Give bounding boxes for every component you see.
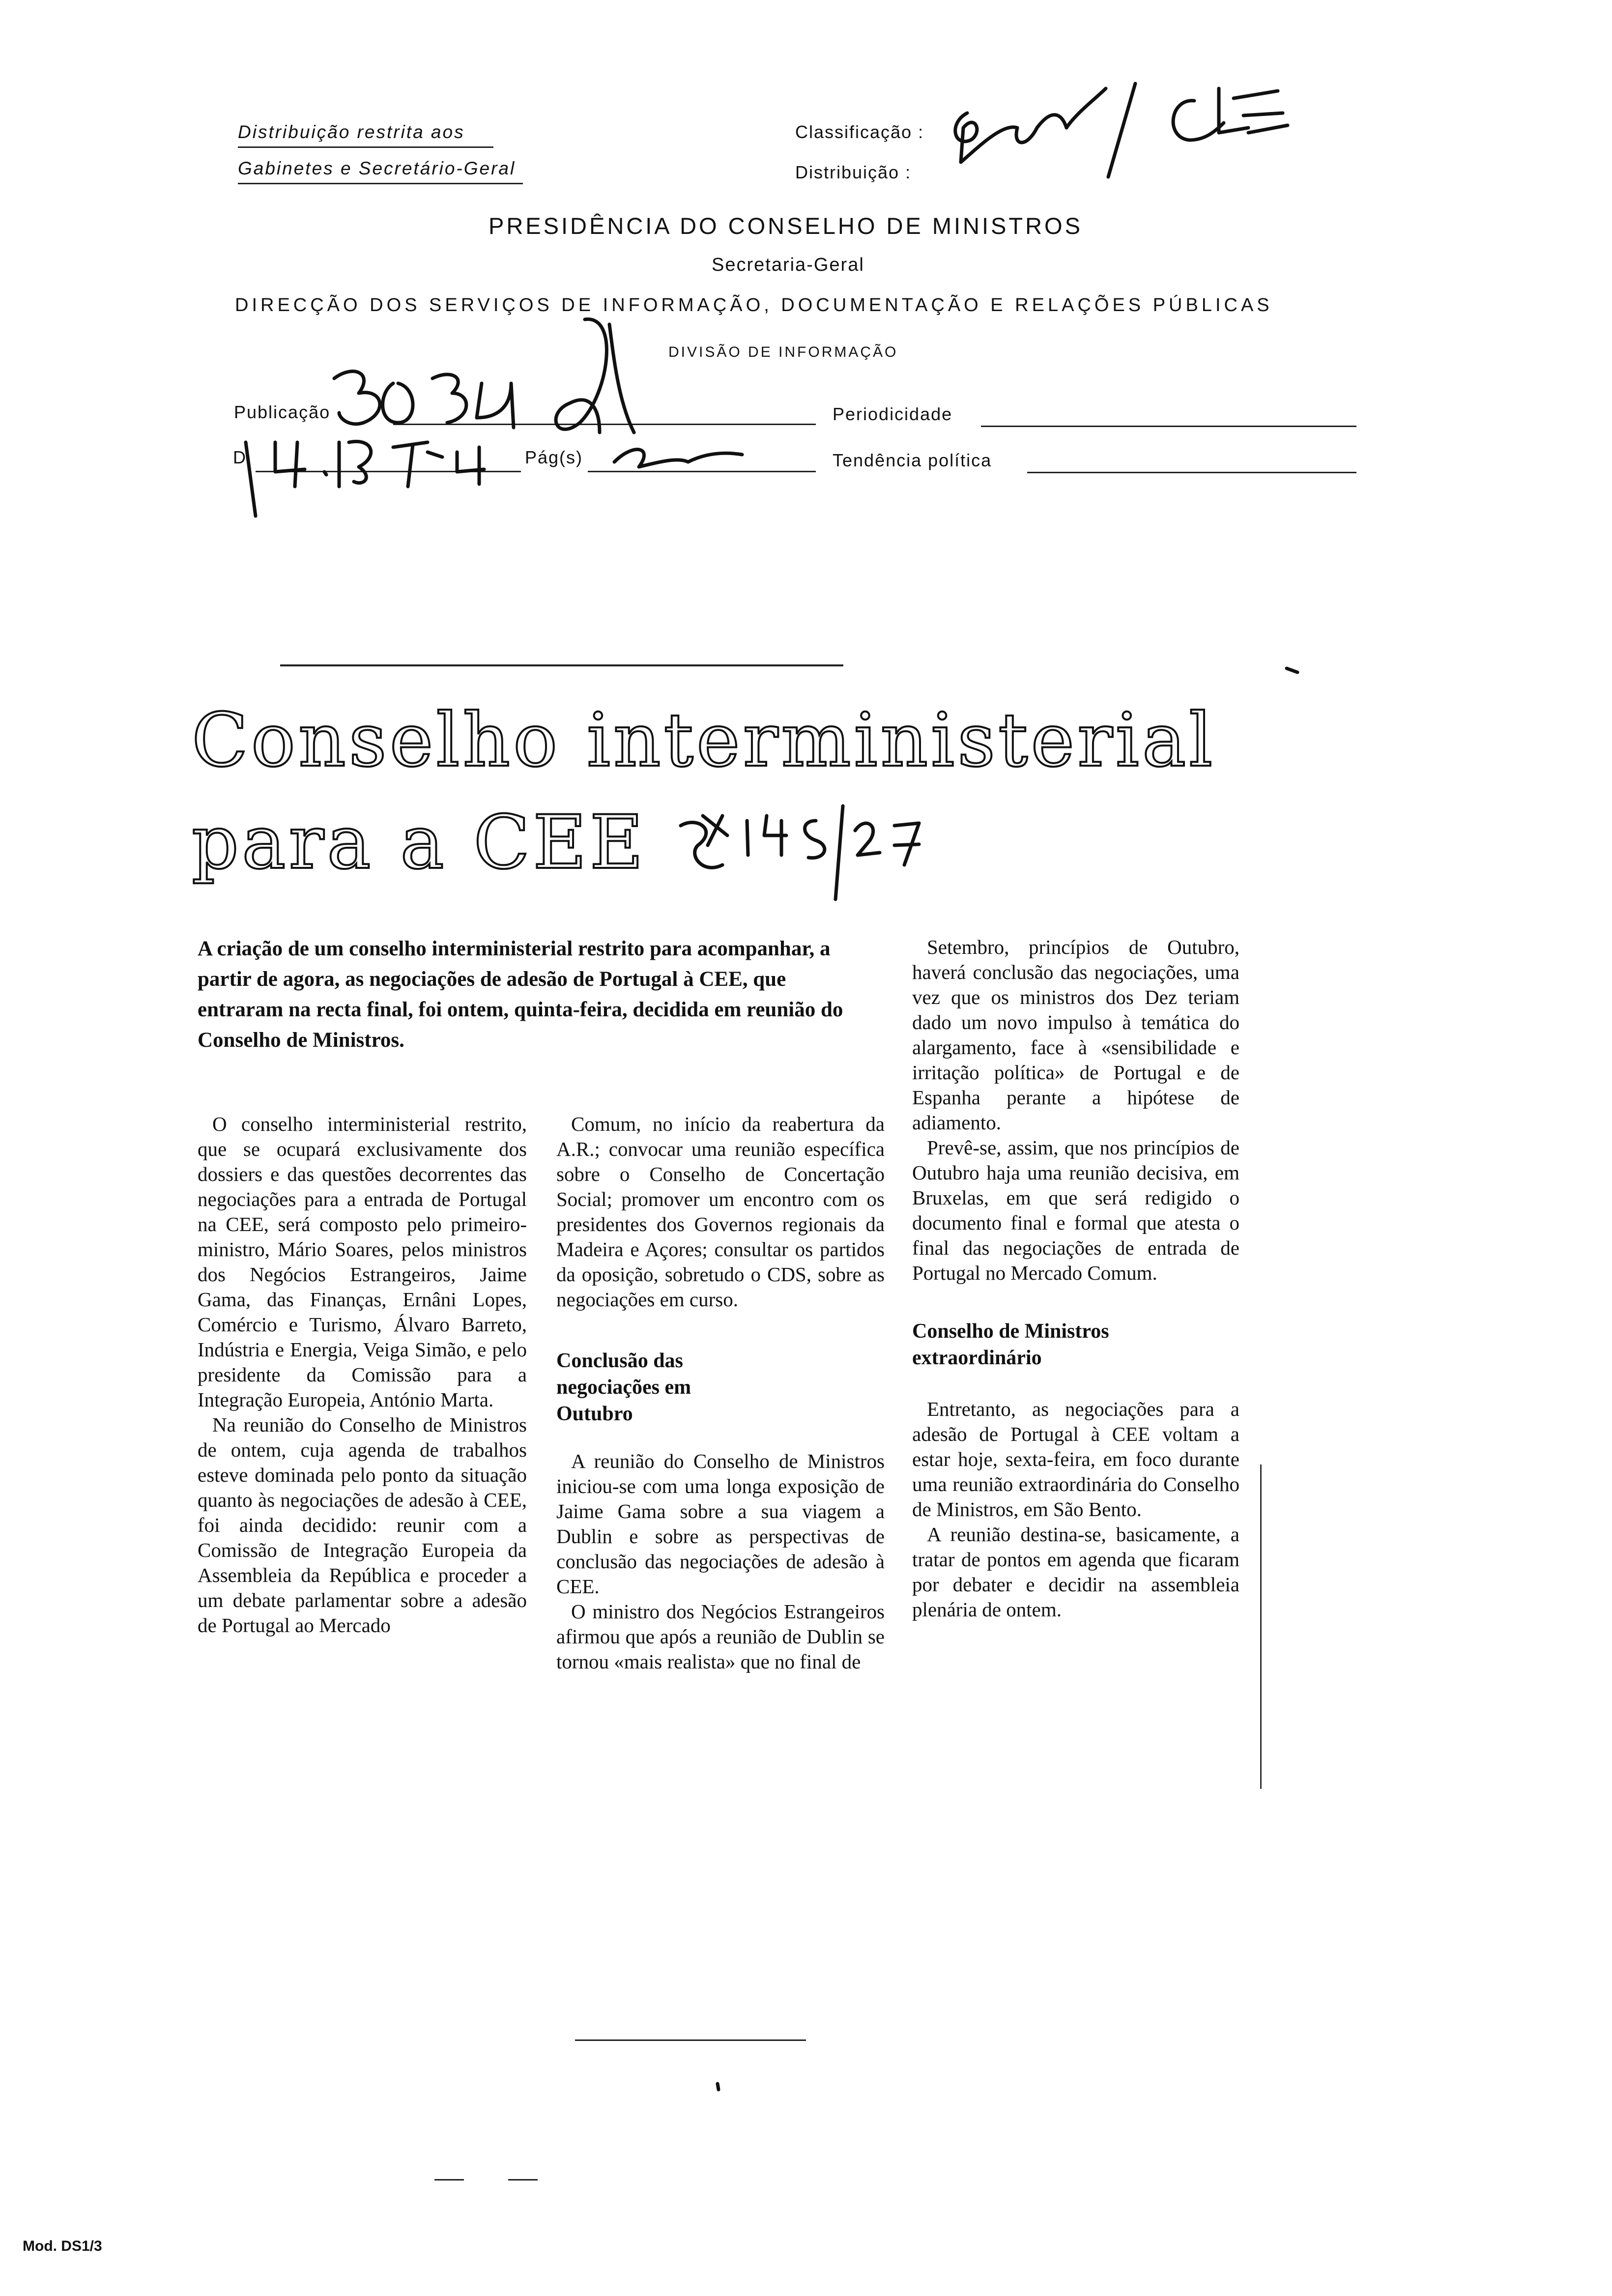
end-rule (575, 2039, 806, 2041)
handwriting-stroke (747, 821, 748, 855)
divider (238, 146, 493, 148)
divider (508, 2179, 538, 2181)
handwriting-stroke (855, 823, 880, 855)
divisao-name: DIVISÃO DE INFORMAÇÃO (668, 344, 898, 360)
handwriting-stroke (432, 374, 466, 423)
pags-label: Pág(s) (525, 447, 583, 467)
handwriting-stroke (246, 442, 305, 516)
headline-rule (280, 664, 843, 666)
handwriting-stroke (1173, 88, 1288, 140)
data-label: D (233, 447, 247, 467)
handwriting-stroke (614, 450, 742, 467)
pags-field-line (588, 471, 816, 472)
data-field-line (256, 471, 521, 472)
subheading: Conclusão das negociações em Outubro (556, 1349, 691, 1425)
handwriting-stroke (681, 823, 722, 868)
subheading: Conselho de Ministros extraordinário (912, 1320, 1109, 1369)
headline-line2: para a CEE (192, 800, 647, 886)
institution-name: PRESIDÊNCIA DO CONSELHO DE MINISTROS (489, 213, 1083, 239)
periodicidade-label: Periodicidade (833, 404, 953, 424)
distribution-note-line2: Gabinetes e Secretário-Geral (238, 158, 516, 178)
handwriting-stroke (339, 441, 371, 487)
handwriting-stroke (457, 447, 484, 484)
distribuicao-label: Distribuição : (795, 162, 912, 182)
column-rule (1260, 1464, 1262, 1789)
handwriting-stroke (805, 821, 825, 858)
handwriting-stroke (894, 823, 919, 865)
paragraph: Prevê-se, assim, que nos princípios de Outubro haja uma reunião decisiva, em Bruxelas, em que será redigido o documento final e formal que atesta o final das negociações de entrada de Portugal no Mercado Comum. (912, 1136, 1239, 1284)
article-column-1 (198, 1112, 527, 1638)
paragraph: O conselho interministerial restrito, que se ocupará exclusivamente dos dossiers e das questões decorrentes das negociações para a entrada de Portugal na CEE, será composto pelo primeiro-ministro, Mário Soares, pelos ministros dos Negócios Estrangeiros, Jaime Gama, das Finanças, Ernâni Lopes, Comércio e Turismo, Álvaro Barreto, Indústria e Energia, Veiga Simão, e pelo presidente da Comissão para a Integração Europeia, António Marta. (198, 1113, 527, 1411)
direccao-name: DIRECÇÃO DOS SERVIÇOS DE INFORMAÇÃO, DOCUMENTAÇÃO E RELAÇÕES PÚBLICAS (235, 295, 1273, 316)
handwriting-stroke (1287, 668, 1297, 672)
classificacao-label: Classificação : (795, 122, 924, 142)
handwriting-stroke (556, 319, 634, 432)
publicacao-label: Publicação (234, 402, 331, 422)
handwriting-stroke (703, 816, 727, 845)
paragraph: Setembro, princípios de Outubro, haverá conclusão das negociações, uma vez que os ministros dos Dez teriam dado um novo impulso à temática do alargamento, face à «sensibilidade e irritação política» de Portugal e de Espanha perante a hipótese de adiamento. (912, 936, 1239, 1134)
periodicidade-field-line (981, 426, 1356, 427)
tendencia-field-line (1027, 472, 1356, 473)
article-column-3 (912, 935, 1239, 1622)
handwriting-stroke (393, 442, 442, 487)
divider (434, 2179, 464, 2181)
form-code: Mod. DS1/3 (23, 2238, 102, 2254)
paragraph: O ministro dos Negócios Estrangeiros afirmou que após a reunião de Dublin se tornou «mais realista» que no final de (556, 1600, 885, 1673)
handwriting-stroke (764, 816, 786, 855)
paragraph: A reunião do Conselho de Ministros iniciou-se com uma longa exposição de Jaime Gama sobre a sua viagem a Dublin e sobre as perspectivas de conclusão das negociações de adesão à CEE. (556, 1450, 885, 1598)
tendencia-label: Tendência política (833, 450, 992, 470)
handwriting-stroke (477, 383, 514, 428)
handwriting-stroke (835, 806, 843, 899)
article-column-2 (556, 1112, 885, 1674)
distribution-note-line1: Distribuição restrita aos (238, 122, 465, 142)
handwriting-stroke (383, 383, 413, 423)
paragraph: Entretanto, as negociações para a adesão de Portugal à CEE voltam a estar hoje, sexta-feira, em foco durante uma reunião extraordinária do Conselho de Ministros, em São Bento. (912, 1398, 1239, 1521)
handwriting-stroke (334, 372, 380, 424)
paragraph: Comum, no início da reabertura da A.R.; convocar uma reunião específica sobre o Conselho de Concertação Social; promover um encontro com os presidentes dos Governos regionais da Madeira e Açores; consultar os partidos da oposição, sobretudo o CDS, sobre as negociações em curso. (556, 1113, 885, 1311)
publicacao-field-line (393, 424, 816, 425)
article-lead: A criação de um conselho interministerial restrito para acompanhar, a partir de agora, as negociações de adesão de Portugal à CEE, que entraram na recta final, foi ontem, quinta-feira, decidida em reunião do Conselho de Ministros. (198, 937, 843, 1052)
handwriting-stroke (718, 2084, 719, 2090)
handwriting-stroke (955, 88, 1106, 162)
paragraph: A reunião destina-se, basicamente, a tratar de pontos em agenda que ficaram por debater e decidir na assembleia plenária de ontem. (912, 1523, 1239, 1621)
handwriting-stroke (1108, 84, 1135, 177)
divider (238, 183, 523, 184)
paragraph: Na reunião do Conselho de Ministros de ontem, cuja agenda de trabalhos esteve dominada pelo ponto da situação quanto às negociações de adesão à CEE, foi ainda decidido: reunir com a Comissão de Integração Europeia da Assembleia da República e proceder a um debate parlamentar sobre a adesão de Portugal ao Mercado (198, 1413, 527, 1636)
secretaria-name: Secretaria-Geral (712, 255, 864, 275)
headline-line1: Conselho interministerial (192, 698, 1216, 783)
